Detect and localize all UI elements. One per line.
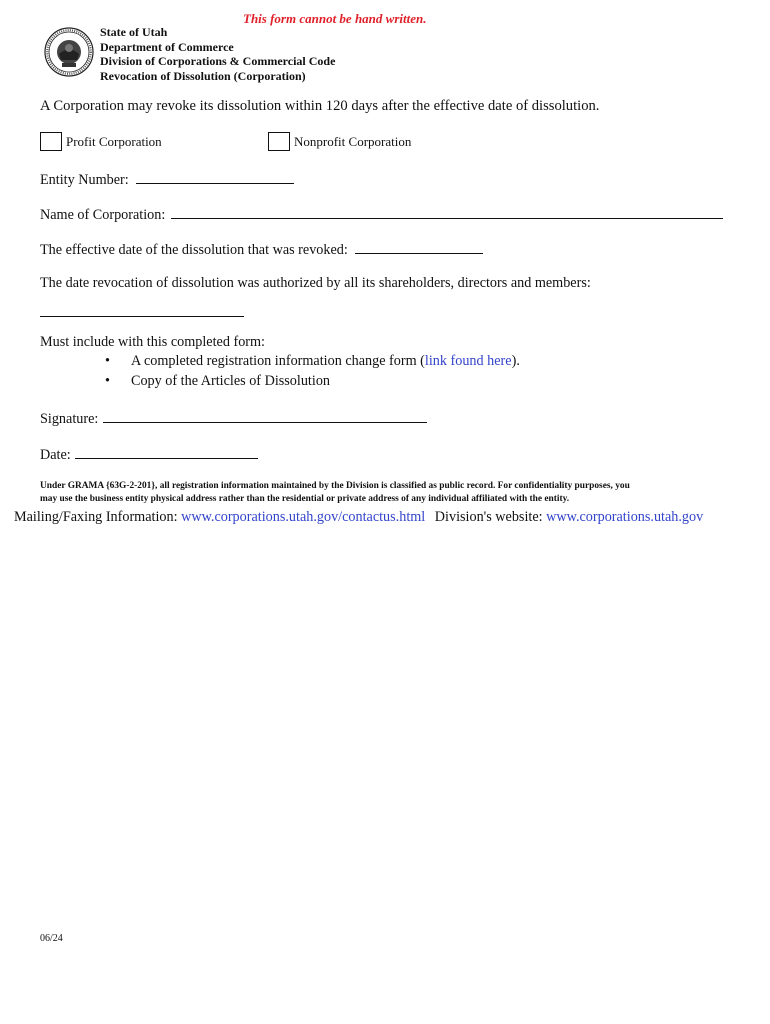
grama-line-2: may use the business entity physical address rather than the residential or private address of any individual affiliated with the entity.: [40, 494, 570, 504]
change-form-link[interactable]: link found here: [424, 353, 512, 369]
entity-number-row: [40, 169, 294, 189]
profit-corporation-label: Profit Corporation: [66, 134, 162, 149]
corporation-name-row: [40, 204, 723, 224]
intro-text: A Corporation may revoke its dissolution within 120 days after the effective date of dissolution.: [40, 98, 600, 114]
nonprofit-corporation-checkbox[interactable]: [268, 132, 290, 151]
form-revision-date: 06/24: [40, 933, 63, 944]
change-form-text-suffix: ).: [511, 353, 520, 369]
authorized-date-field[interactable]: [40, 302, 244, 317]
contact-footer: [14, 509, 703, 526]
corporation-name-label: Name of Corporation:: [40, 207, 166, 223]
change-form-text-prefix: A completed registration information change form (: [131, 353, 425, 369]
authorized-date-label: The date revocation of dissolution was authorized by all its shareholders, directors and members:: [40, 275, 591, 291]
date-row: [40, 444, 258, 464]
bullet-icon: •: [105, 373, 110, 389]
mailing-label: Mailing/Faxing Information:: [14, 509, 178, 525]
effective-date-row: [40, 239, 483, 259]
entity-number-field[interactable]: [136, 169, 294, 184]
date-label: Date:: [40, 447, 71, 463]
profit-corporation-checkbox[interactable]: [40, 132, 62, 151]
header-state: State of Utah: [100, 25, 168, 39]
website-label: Division's website:: [434, 509, 543, 525]
articles-text: Copy of the Articles of Dissolution: [131, 373, 331, 389]
bullet-icon: •: [105, 353, 110, 369]
grama-notice: [40, 480, 630, 506]
website-link[interactable]: www.corporations.utah.gov: [546, 509, 704, 525]
agency-header: [100, 25, 335, 83]
utah-state-seal-icon: [44, 27, 94, 77]
list-item-change-form: [105, 353, 520, 370]
effective-date-field[interactable]: [355, 239, 483, 254]
form-title: Revocation of Dissolution (Corporation): [100, 68, 306, 83]
corporation-name-field[interactable]: [171, 204, 723, 219]
entity-number-label: Entity Number:: [40, 172, 129, 188]
header-division: Division of Corporations & Commercial Code: [100, 54, 336, 68]
must-include-heading: Must include with this completed form:: [40, 334, 265, 350]
signature-row: [40, 408, 427, 428]
mailing-link[interactable]: www.corporations.utah.gov/contactus.html: [181, 509, 426, 525]
list-item-articles: [105, 373, 330, 390]
signature-label: Signature:: [40, 411, 99, 427]
authorized-date-row: [40, 302, 244, 322]
nonprofit-corporation-label: Nonprofit Corporation: [294, 134, 412, 149]
header-department: Department of Commerce: [100, 39, 234, 54]
effective-date-label: The effective date of the dissolution that was revoked:: [40, 242, 348, 258]
handwriting-warning: This form cannot be hand written.: [243, 11, 427, 26]
grama-line-1: Under GRAMA {63G-2-201}, all registration information maintained by the Division is classified as public record. For confidentiality purposes, you: [40, 481, 630, 491]
signature-field[interactable]: [103, 408, 427, 423]
date-field[interactable]: [75, 444, 258, 459]
